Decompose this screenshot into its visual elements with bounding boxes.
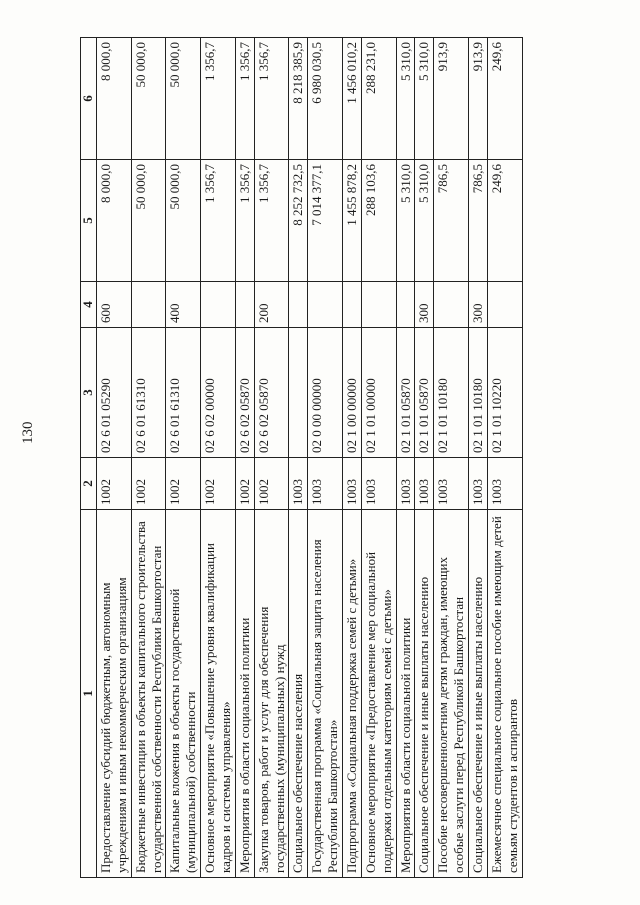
table-row [342, 38, 361, 878]
row-name-cell: Мероприятия в области социальной политики [396, 510, 415, 878]
table-row [201, 38, 236, 878]
amount-year-2-cell: 288 231,0 [361, 38, 396, 160]
row-name-cell: Социальное обеспечение и иные выплаты населению [415, 510, 434, 878]
amount-year-1-cell: 288 103,6 [361, 160, 396, 282]
expense-type-cell [342, 282, 361, 328]
row-name-cell: Подпрограмма «Социальная поддержка семей с детьми» [342, 510, 361, 878]
target-article-cell: 02 6 01 61310 [166, 328, 201, 458]
column-header: 1 [81, 510, 97, 878]
section-code-cell: 1002 [201, 458, 236, 510]
row-name-cell: Основное мероприятие «Повышение уровня квалификации кадров и системы управления» [201, 510, 236, 878]
budget-table [80, 37, 523, 878]
rotated-page-content [80, 38, 550, 878]
amount-year-2-cell: 1 356,7 [201, 38, 236, 160]
section-code-cell: 1002 [235, 458, 254, 510]
target-article-cell [289, 328, 308, 458]
column-header: 4 [81, 282, 97, 328]
amount-year-2-cell: 50 000,0 [166, 38, 201, 160]
row-name-cell: Закупка товаров, работ и услуг для обеспечения государственных (муниципальных) нужд [254, 510, 289, 878]
expense-type-cell [361, 282, 396, 328]
column-header: 2 [81, 458, 97, 510]
table-row [254, 38, 289, 878]
column-header: 6 [81, 38, 97, 160]
amount-year-2-cell: 50 000,0 [131, 38, 166, 160]
amount-year-2-cell: 1 356,7 [254, 38, 289, 160]
section-code-cell: 1003 [487, 458, 522, 510]
table-row [96, 38, 131, 878]
row-name-cell: Основное мероприятие «Предоставление мер социальной поддержки отдельным категориям семей с детьми» [361, 510, 396, 878]
amount-year-2-cell: 5 310,0 [396, 38, 415, 160]
target-article-cell: 02 6 02 00000 [201, 328, 236, 458]
expense-type-cell: 600 [96, 282, 131, 328]
row-name-cell: Социальное обеспечение населения [289, 510, 308, 878]
section-code-cell: 1003 [308, 458, 343, 510]
amount-year-1-cell: 1 356,7 [254, 160, 289, 282]
table-row [361, 38, 396, 878]
row-name-cell: Ежемесячное специальное социальное пособие имеющим детей семьям студентов и аспирантов [487, 510, 522, 878]
target-article-cell: 02 6 01 61310 [131, 328, 166, 458]
amount-year-1-cell: 786,5 [434, 160, 469, 282]
amount-year-1-cell: 8 252 732,5 [289, 160, 308, 282]
target-article-cell: 02 1 01 10180 [434, 328, 469, 458]
expense-type-cell: 200 [254, 282, 289, 328]
section-code-cell: 1002 [166, 458, 201, 510]
row-name-cell: Государственная программа «Социальная защита населения Республики Башкортостан» [308, 510, 343, 878]
row-name-cell: Мероприятия в области социальной политики [235, 510, 254, 878]
amount-year-2-cell: 6 980 030,5 [308, 38, 343, 160]
target-article-cell: 02 1 01 05870 [415, 328, 434, 458]
target-article-cell: 02 6 02 05870 [254, 328, 289, 458]
row-name-cell: Пособие несовершеннолетним детям граждан, имеющих особые заслуги перед Республикой Башкортостан [434, 510, 469, 878]
expense-type-cell [396, 282, 415, 328]
page-number: 130 [20, 421, 36, 444]
row-name-cell: Предоставление субсидий бюджетным, автономным учреждениям и иным некоммерческим организациям [96, 510, 131, 878]
table-row [131, 38, 166, 878]
amount-year-2-cell: 1 456 010,2 [342, 38, 361, 160]
table-row [396, 38, 415, 878]
section-code-cell: 1003 [434, 458, 469, 510]
amount-year-1-cell: 1 455 878,2 [342, 160, 361, 282]
amount-year-1-cell: 249,6 [487, 160, 522, 282]
section-code-cell: 1003 [342, 458, 361, 510]
amount-year-2-cell: 913,9 [434, 38, 469, 160]
amount-year-1-cell: 50 000,0 [166, 160, 201, 282]
expense-type-cell: 400 [166, 282, 201, 328]
table-row [166, 38, 201, 878]
row-name-cell: Бюджетные инвестиции в объекты капитального строительства государственной собственности Республики Башкортостан [131, 510, 166, 878]
section-code-cell: 1003 [468, 458, 487, 510]
target-article-cell: 02 6 01 05290 [96, 328, 131, 458]
section-code-cell: 1002 [254, 458, 289, 510]
table-row [289, 38, 308, 878]
expense-type-cell: 300 [468, 282, 487, 328]
amount-year-1-cell: 786,5 [468, 160, 487, 282]
target-article-cell: 02 1 01 00000 [361, 328, 396, 458]
table-row [235, 38, 254, 878]
target-article-cell: 02 1 00 00000 [342, 328, 361, 458]
target-article-cell: 02 1 01 10180 [468, 328, 487, 458]
section-code-cell: 1002 [96, 458, 131, 510]
section-code-cell: 1003 [396, 458, 415, 510]
expense-type-cell [487, 282, 522, 328]
section-code-cell: 1003 [415, 458, 434, 510]
target-article-cell: 02 1 01 10220 [487, 328, 522, 458]
table-body [96, 38, 522, 878]
expense-type-cell [308, 282, 343, 328]
amount-year-1-cell: 7 014 377,1 [308, 160, 343, 282]
amount-year-2-cell: 249,6 [487, 38, 522, 160]
section-code-cell: 1002 [131, 458, 166, 510]
target-article-cell: 02 0 00 00000 [308, 328, 343, 458]
expense-type-cell [201, 282, 236, 328]
amount-year-1-cell: 1 356,7 [201, 160, 236, 282]
row-name-cell: Капитальные вложения в объекты государственной (муниципальной) собственности [166, 510, 201, 878]
expense-type-cell: 300 [415, 282, 434, 328]
amount-year-1-cell: 5 310,0 [396, 160, 415, 282]
table-row [308, 38, 343, 878]
amount-year-1-cell: 5 310,0 [415, 160, 434, 282]
section-code-cell: 1003 [289, 458, 308, 510]
amount-year-2-cell: 5 310,0 [415, 38, 434, 160]
amount-year-1-cell: 1 356,7 [235, 160, 254, 282]
expense-type-cell [131, 282, 166, 328]
target-article-cell: 02 1 01 05870 [396, 328, 415, 458]
amount-year-2-cell: 913,9 [468, 38, 487, 160]
target-article-cell: 02 6 02 05870 [235, 328, 254, 458]
amount-year-1-cell: 50 000,0 [131, 160, 166, 282]
column-header: 3 [81, 328, 97, 458]
expense-type-cell [434, 282, 469, 328]
expense-type-cell [235, 282, 254, 328]
amount-year-2-cell: 1 356,7 [235, 38, 254, 160]
amount-year-1-cell: 8 000,0 [96, 160, 131, 282]
section-code-cell: 1003 [361, 458, 396, 510]
table-row [487, 38, 522, 878]
amount-year-2-cell: 8 218 385,9 [289, 38, 308, 160]
table-row [434, 38, 469, 878]
column-header: 5 [81, 160, 97, 282]
table-row [415, 38, 434, 878]
header-row [81, 38, 97, 878]
expense-type-cell [289, 282, 308, 328]
table-row [468, 38, 487, 878]
row-name-cell: Социальное обеспечение и иные выплаты населению [468, 510, 487, 878]
amount-year-2-cell: 8 000,0 [96, 38, 131, 160]
